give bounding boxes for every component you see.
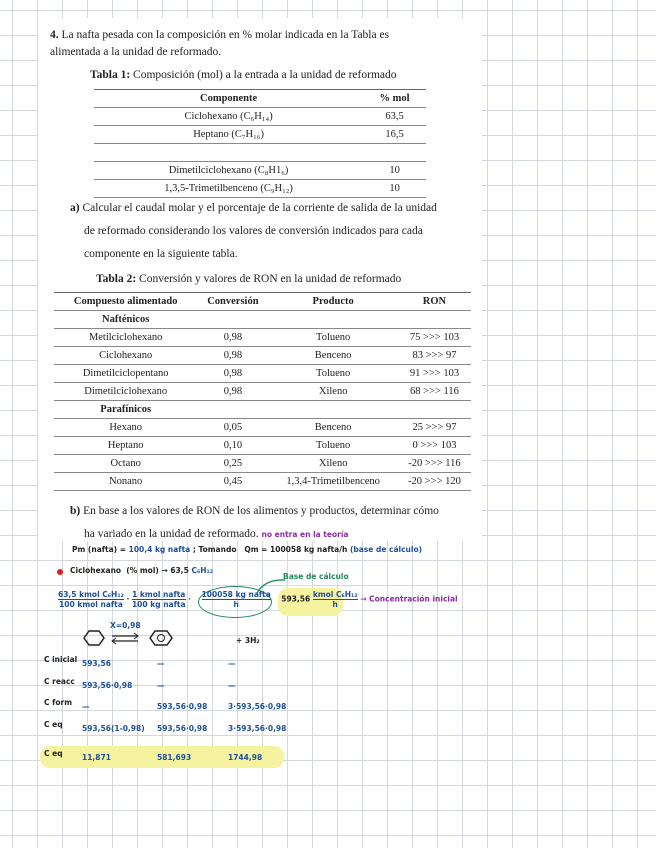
table2-caption: Tabla 2: Conversión y valores de RON en la unidad de reformado xyxy=(96,273,402,285)
table-row: Metilciclohexano 0,98 Tolueno 75 >>> 103 xyxy=(54,329,471,347)
table-row: Heptano (C₇H₁₆) 16,5 xyxy=(94,126,426,144)
conversion-label: X=0,98 xyxy=(110,621,141,630)
concentration-value: 11,871 xyxy=(82,753,111,762)
bullet-icon xyxy=(57,569,63,575)
concentration-value: — xyxy=(228,681,236,690)
table1: Componente % mol Ciclohexano (C₆H₁₄) 63,5 Heptano (C₇H₁₆) 16,5 Dimetilciclohexano (C₈H1₆) 10 1,3,5-Trimetilbenceno (C₉H₁₂) 10 xyxy=(94,89,426,198)
table-row: Dimetilciclohexano 0,98 Xileno 68 >>> 116 xyxy=(54,383,471,401)
table-row: Dimetilciclopentano 0,98 Tolueno 91 >>> 103 xyxy=(54,365,471,383)
problem-intro xyxy=(50,27,470,61)
concentration-value: 593,56 xyxy=(82,659,111,668)
handwritten-note: no entra en la teoría xyxy=(261,530,349,539)
concentration-value: 593,56·0,98 xyxy=(157,702,208,711)
table2: Compuesto alimentado Conversión Producto RON Nafténicos Metilciclohexano 0,98 Tolueno 75 >>> 103 Ciclohexano 0,98 Benceno 83 >>> 97 Dimetilciclopentano 0,98 Tolueno 91 >>> 103 Dimetilciclohexano 0,98 Xileno 68 >>> 116 Parafínicos Hexano 0,05 Benceno 25 >>> 97 Heptano 0,10 Tolueno 0 >>> 103 Octano 0,25 Xileno -20 >>> 116 Nonano 0,45 1,3,4-Trimetilbenceno -20 >>> 120 xyxy=(54,292,471,491)
h2-product: + 3H₂ xyxy=(236,636,260,645)
table-row: Octano 0,25 Xileno -20 >>> 116 xyxy=(54,455,471,473)
concentration-value: 581,693 xyxy=(157,753,192,762)
concentration-value: — xyxy=(228,659,236,668)
concentration-row-label: C form xyxy=(44,698,73,707)
conversion-fraction: $\frac{\text{63,5 kmol C₆H₁₂}}{\text{100 kmol nafta}}$ · $\frac{\text{1 kmol nafta}}{\text{100 kg nafta}}$ · $\frac{\text{100058 kg nafta}}{h}$ 593,56 $\frac{\text{kmol C₆H₁₂}}{h}$ → Concentración inicial xyxy=(58,590,458,609)
concentration-row-label: C inicial xyxy=(44,655,78,664)
concentration-row-label: C eq xyxy=(44,749,63,758)
part-b: b) En base a los valores de RON de los alimentos y productos, determinar cómo ha variado en la unidad de reformado. no entra en la teoría xyxy=(70,505,439,540)
concentration-row-label: C eq xyxy=(44,720,63,729)
table-row: 1,3,5-Trimetilbenceno (C₉H₁₂) 10 xyxy=(94,180,426,198)
concentration-row-label: C reacc xyxy=(44,677,75,686)
reaction-scheme-icon xyxy=(78,628,198,648)
table-row: Hexano 0,05 Benceno 25 >>> 97 xyxy=(54,419,471,437)
concentration-value: — xyxy=(157,659,165,668)
concentration-value: 3·593,56·0,98 xyxy=(228,724,287,733)
table-row: Ciclohexano 0,98 Benceno 83 >>> 97 xyxy=(54,347,471,365)
intro-line: La nafta pesada con la composición en % molar indicada en la Tabla es xyxy=(61,29,390,41)
table-row: Nonano 0,45 1,3,4-Trimetilbenceno -20 >>> 120 xyxy=(54,473,471,491)
concentration-value: 593,56(1-0,98) xyxy=(82,724,145,733)
table1-caption: Tabla 1: Composición (mol) a la entrada a la unidad de reformado xyxy=(90,69,397,81)
ciclohexano-line: Ciclohexano (% mol) → 63,5 C₆H₁₂ xyxy=(70,566,214,575)
intro-line: alimentada a la unidad de reformado. xyxy=(50,46,222,58)
table-row: Dimetilciclohexano (C₈H1₆) 10 xyxy=(94,162,426,180)
concentration-value: 593,56·0,98 xyxy=(157,724,208,733)
concentration-value: — xyxy=(82,702,90,711)
base-callout: Base de cálculo xyxy=(283,572,349,581)
concentration-value: 593,56·0,98 xyxy=(82,681,133,690)
pm-line: Pm (nafta) = 100,4 kg nafta ; Tomando Qm = 100058 kg nafta/h (base de cálculo) xyxy=(72,545,423,554)
concentration-value: 1744,98 xyxy=(228,753,263,762)
part-a: a) Calcular el caudal molar y el porcentaje de la corriente de salida de la unidad de reformado considerando los valores de conversión indicados para cada componente en la siguiente tabla. xyxy=(70,202,437,260)
table-row: Ciclohexano (C₆H₁₄) 63,5 xyxy=(94,108,426,126)
problem-number: 4. xyxy=(50,29,59,41)
table-row: Heptano 0,10 Tolueno 0 >>> 103 xyxy=(54,437,471,455)
concentration-value: 3·593,56·0,98 xyxy=(228,702,287,711)
concentration-value: — xyxy=(157,681,165,690)
